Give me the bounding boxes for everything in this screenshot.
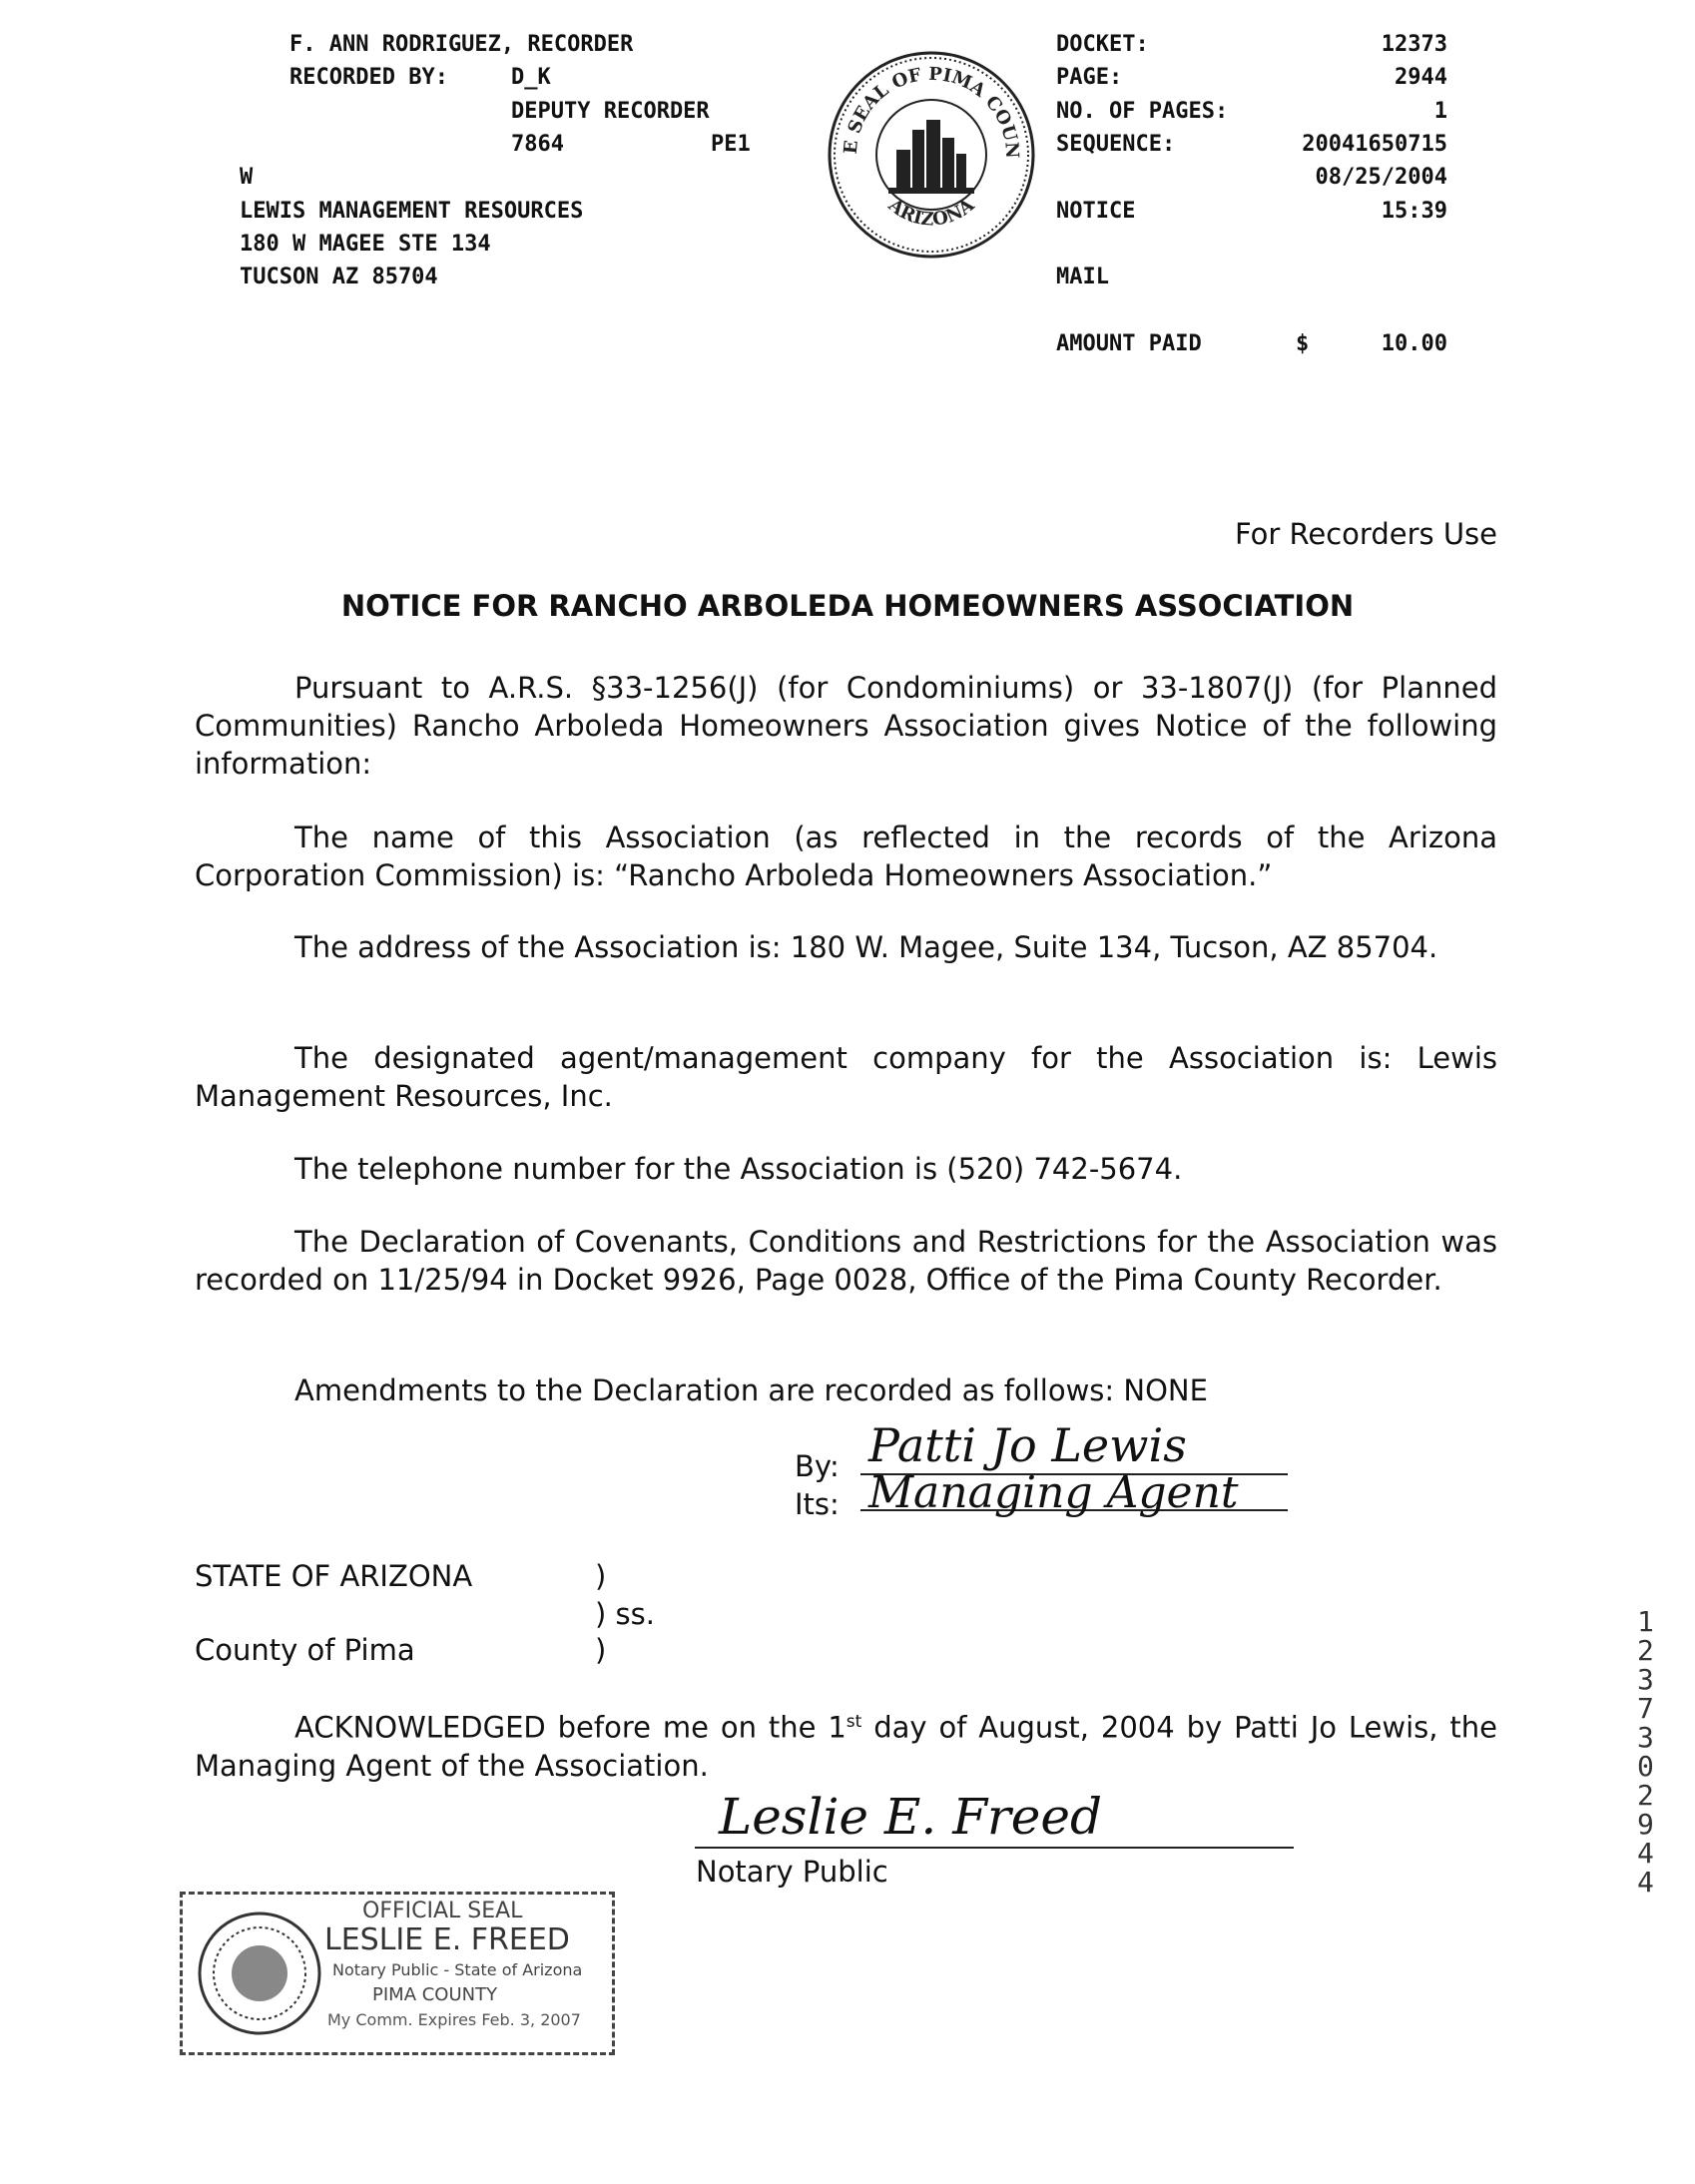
amount-label: AMOUNT PAID [1056,331,1202,356]
arizona-seal-icon [195,1909,324,2038]
mail-label: MAIL [1056,265,1109,289]
sequence-value: 20041650715 [1302,132,1447,157]
venue-ss: ) ss. [595,1597,655,1631]
record-time: 15:39 [1381,199,1447,224]
page-label: PAGE: [1056,65,1123,90]
notice-label: NOTICE [1056,199,1136,224]
pages-value: 1 [1433,99,1447,124]
venue-paren-1: ) [595,1559,607,1593]
paragraph-3: The address of the Association is: 180 W. Magee, Suite 134, Tucson, AZ 85704. [294,930,1438,964]
recorder-code-2: PE1 [711,132,751,157]
stamp-name: LESLIE E. FREED [324,1922,570,1957]
margin-record-number: 12373 02944 [1637,1605,1654,1899]
return-address-line3: TUCSON AZ 85704 [240,265,438,289]
recorded-by-label: RECORDED BY: [289,65,448,90]
stamp-state: Notary Public - State of Arizona [332,1960,583,1979]
recorders-use: For Recorders Use [1235,517,1497,551]
venue-county: County of Pima [195,1633,415,1667]
svg-text:ARIZONA: ARIZONA [883,195,979,231]
venue-paren-2: ) [595,1633,607,1667]
stamp-expires: My Comm. Expires Feb. 3, 2007 [327,2010,581,2029]
pima-county-seal [818,34,1036,260]
venue-state: STATE OF ARIZONA [195,1559,473,1593]
stamp-county: PIMA COUNTY [372,1984,498,2005]
notary-seal-stamp [180,1892,615,2055]
amount-value: 10.00 [1381,331,1447,356]
return-address-line2: 180 W MAGEE STE 134 [240,232,491,257]
docket-value: 12373 [1381,32,1447,57]
paragraph-4: The designated agent/management company for the Association is: Lewis Management Resources, Inc. [195,1041,1497,1113]
paragraph-6: The Declaration of Covenants, Conditions and Restrictions for the Association was recorded on 11/25/94 in Docket 9926, Page 0028, Office of the Pima County Recorder. [195,1225,1497,1297]
recorder-code-1: 7864 [511,132,564,157]
docket-label: DOCKET: [1056,32,1149,57]
paragraph-5: The telephone number for the Association is (520) 742-5674. [294,1152,1183,1186]
its-signature: Managing Agent [868,1467,1239,1518]
recorder-name: F. ANN RODRIGUEZ, RECORDER [289,32,634,57]
acknowledgment: ACKNOWLEDGED before me on the 1st day of August, 2004 by Patti Jo Lewis, the Managing Agent of the Association. [195,1710,1497,1783]
notary-public-label: Notary Public [696,1855,888,1889]
deputy-recorder: DEPUTY RECORDER [511,99,710,124]
page-value: 2944 [1395,65,1447,90]
sequence-label: SEQUENCE: [1056,132,1176,157]
paragraph-2: The name of this Association (as reflected in the records of the Arizona Corporation Commission) is: “Rancho Arboleda Homeowners Association.” [195,820,1497,892]
notary-signature-line [695,1847,1294,1849]
by-label: By: [795,1449,840,1483]
svg-text:THE SEAL OF PIMA COUNTY: THE SEAL OF PIMA COUNTY [818,34,1023,160]
return-address-line1: LEWIS MANAGEMENT RESOURCES [240,199,584,224]
paragraph-1: Pursuant to A.R.S. §33-1256(J) (for Condominiums) or 33-1807(J) (for Planned Communities) Rancho Arboleda Homeowners Association gives Notice of the following information: [195,671,1497,781]
document-title: NOTICE FOR RANCHO ARBOLEDA HOMEOWNERS ASSOCIATION [340,589,1355,623]
by-signature: Patti Jo Lewis [868,1418,1187,1472]
recorded-by-value: D_K [511,65,551,90]
paragraph-7: Amendments to the Declaration are recorded as follows: NONE [294,1373,1208,1407]
recorder-w: W [240,165,254,190]
record-date: 08/25/2004 [1315,165,1447,190]
stamp-title: OFFICIAL SEAL [362,1899,523,1923]
notary-signature: Leslie E. Freed [719,1788,1102,1846]
pages-label: NO. OF PAGES: [1056,99,1229,124]
its-label: Its: [795,1487,840,1521]
currency-symbol: $ [1296,331,1310,356]
